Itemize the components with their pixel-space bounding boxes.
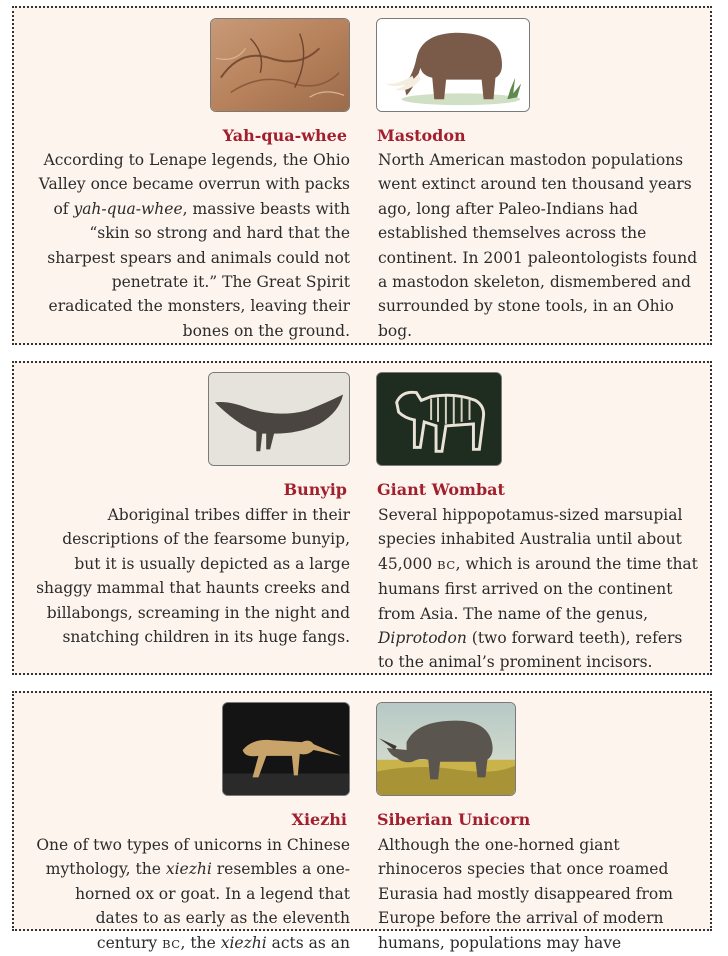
xiezhi-text-1: One of two types of unicorns in Chinese mythology, the	[36, 836, 350, 879]
bunyip-image	[208, 372, 350, 466]
yahquawhee-term: yah-qua-whee	[73, 199, 183, 218]
rock-carving-icon	[211, 19, 349, 111]
xiezhi-term: xiezhi	[165, 860, 212, 879]
xiezhi-sculpture-icon	[223, 703, 349, 795]
yahquawhee-image	[210, 18, 350, 112]
xiezhi-term-2: xiezhi	[220, 933, 267, 952]
giant-wombat-description	[378, 503, 698, 675]
siberian-unicorn-title: Siberian Unicorn	[377, 810, 531, 829]
giant-wombat-image	[376, 372, 502, 466]
xiezhi-text-3: , the	[180, 933, 221, 952]
siberian-unicorn-image	[376, 702, 516, 796]
yahquawhee-text-2: , massive beasts with “skin so strong and hard that the sharpest spears and animals could not penetrate it.” The Great Spirit eradicated the monsters, leaving their bones on the ground.	[47, 199, 350, 340]
giant-wombat-text-1: Several hippopotamus-sized marsupial species inhabited Australia until about 45,000	[378, 506, 683, 573]
xiezhi-description	[34, 833, 350, 956]
yahquawhee-text-1: According to Lenape legends, the Ohio Valley once became overrun with packs of	[38, 151, 350, 218]
bunyip-title: Bunyip	[283, 480, 347, 499]
yahquawhee-description	[34, 148, 350, 343]
xiezhi-image	[222, 702, 350, 796]
mastodon-description: North American mastodon populations went extinct around ten thousand years ago, long after Paleo-Indians had established themselves across the continent. In 2001 paleontologists found a mastodon skeleton, dismembered and surrounded by stone tools, in an Ohio bog.	[378, 151, 698, 340]
panel-yahquawhee-mastodon	[12, 6, 712, 345]
era-abbreviation: BC	[162, 936, 181, 951]
mastodon-icon	[377, 19, 529, 111]
giant-wombat-title: Giant Wombat	[377, 480, 505, 499]
giant-wombat-text-3: (two forward teeth), refers to the animal’s prominent incisors.	[378, 629, 683, 672]
bunyip-drawing-icon	[209, 373, 349, 465]
xiezhi-text-4: acts as an	[266, 933, 350, 952]
panel-xiezhi-siberian-unicorn	[12, 691, 712, 952]
yahquawhee-title: Yah-qua-whee	[222, 126, 347, 145]
xiezhi-text-2: resembles a one-horned ox or goat. In a legend that dates to as early as the eleventh century	[75, 860, 350, 952]
panel-bunyip-giant-wombat	[12, 361, 712, 675]
rhinoceros-icon	[377, 703, 515, 795]
siberian-unicorn-description: Although the one-horned giant rhinoceros species that once roamed Eurasia had mostly disappeared from Europe before the arrival of modern humans, populations may have	[378, 836, 673, 952]
mastodon-title: Mastodon	[377, 126, 466, 145]
genus-name: Diprotodon	[378, 629, 467, 648]
era-abbreviation: BC	[437, 557, 456, 572]
giant-wombat-text-2: , which is around the time that humans first arrived on the continent from Asia. The name of the genus,	[378, 554, 698, 623]
skeleton-icon	[377, 373, 501, 465]
mastodon-image	[376, 18, 530, 112]
xiezhi-title: Xiezhi	[291, 810, 347, 829]
bunyip-description: Aboriginal tribes differ in their descriptions of the fearsome bunyip, but it is usually depicted as a large shaggy mammal that haunts creeks and billabongs, screaming in the night and snatching children in its huge fangs.	[36, 506, 350, 647]
